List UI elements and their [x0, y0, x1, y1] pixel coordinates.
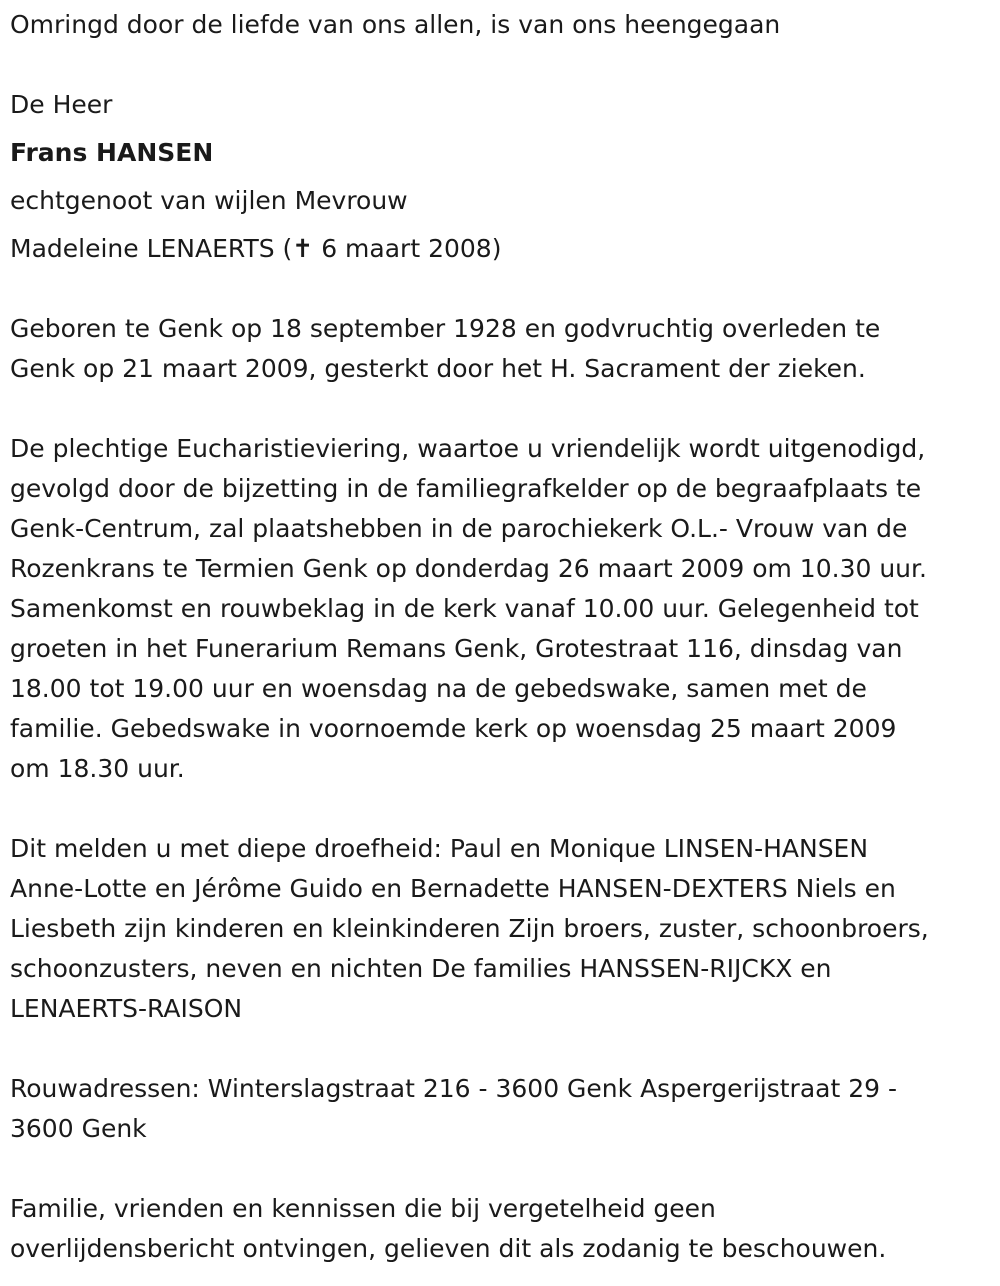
family-paragraph [10, 829, 990, 1029]
paragraph-line: overlijdensbericht ontvingen, gelieven dit als zodanig te beschouwen. [10, 1234, 887, 1263]
spacer [10, 221, 990, 229]
deceased-name: Frans HANSEN [10, 138, 214, 167]
ceremony-paragraph [10, 429, 990, 789]
paragraph-line: 18.00 tot 19.00 uur en woensdag na de gebedswake, samen met de [10, 674, 867, 703]
paragraph-line: familie. Gebedswake in voornoemde kerk op woensdag 25 maart 2009 [10, 714, 897, 743]
intro-text: Omringd door de liefde van ons allen, is van ons heengegaan [10, 10, 781, 39]
spacer [10, 1149, 990, 1189]
spacer [10, 789, 990, 829]
paragraph-line: Rouwadressen: Winterslagstraat 216 - 3600 Genk Aspergerijstraat 29 - [10, 1074, 897, 1103]
addresses-paragraph [10, 1069, 990, 1149]
paragraph-line: Geboren te Genk op 18 september 1928 en godvruchtig overleden te [10, 314, 881, 343]
spouse-line-2: Madeleine LENAERTS (✝ 6 maart 2008) [10, 234, 502, 263]
paragraph-line: Rozenkrans te Termien Genk op donderdag 26 maart 2009 om 10.30 uur. [10, 554, 927, 583]
spacer [10, 269, 990, 309]
honorific: De Heer [10, 90, 113, 119]
spacer [10, 389, 990, 429]
paragraph-line: 3600 Genk [10, 1114, 147, 1143]
paragraph-line: Samenkomst en rouwbeklag in de kerk vanaf 10.00 uur. Gelegenheid tot [10, 594, 919, 623]
spacer [10, 173, 990, 181]
spacer [10, 125, 990, 133]
paragraph-line: De plechtige Eucharistieviering, waartoe u vriendelijk wordt uitgenodigd, [10, 434, 926, 463]
spouse-line-1: echtgenoot van wijlen Mevrouw [10, 186, 408, 215]
paragraph-line: Genk op 21 maart 2009, gesterkt door het H. Sacrament der zieken. [10, 354, 866, 383]
paragraph-line: Genk-Centrum, zal plaatshebben in de parochiekerk O.L.- Vrouw van de [10, 514, 908, 543]
paragraph-line: Anne-Lotte en Jérôme Guido en Bernadette HANSEN-DEXTERS Niels en [10, 874, 896, 903]
paragraph-line: LENAERTS-RAISON [10, 994, 243, 1023]
spacer [10, 45, 990, 85]
paragraph-line: om 18.30 uur. [10, 754, 185, 783]
paragraph-line: gevolgd door de bijzetting in de familiegrafkelder op de begraafplaats te [10, 474, 922, 503]
paragraph-line: Liesbeth zijn kinderen en kleinkinderen Zijn broers, zuster, schoonbroers, [10, 914, 929, 943]
paragraph-line: groeten in het Funerarium Remans Genk, Grotestraat 116, dinsdag van [10, 634, 903, 663]
paragraph-line: schoonzusters, neven en nichten De families HANSSEN-RIJCKX en [10, 954, 832, 983]
birth-death-paragraph [10, 309, 990, 389]
spacer [10, 1029, 990, 1069]
closing-paragraph [10, 1189, 990, 1269]
paragraph-line: Dit melden u met diepe droefheid: Paul en Monique LINSEN-HANSEN [10, 834, 869, 863]
paragraph-line: Familie, vrienden en kennissen die bij vergetelheid geen [10, 1194, 716, 1223]
